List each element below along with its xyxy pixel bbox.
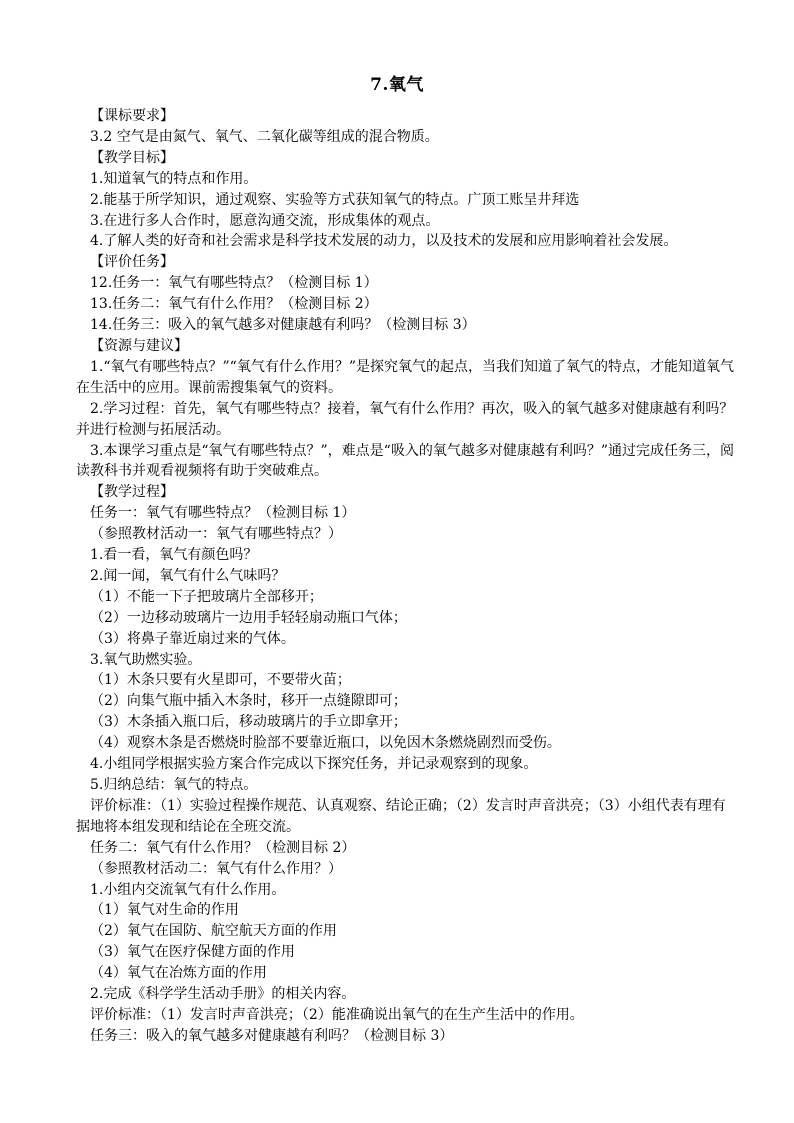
document-line: 任务一：氧气有哪些特点？（检测目标 1） — [90, 505, 356, 522]
document-line: 评价标准：（1）发言时声音洪亮；（2）能准确说出氧气的在生产生活中的作用。 — [90, 1006, 584, 1023]
document-line: 3.2 空气是由氮气、氧气、二氧化碳等组成的混合物质。 — [90, 128, 439, 145]
document-line: 14.任务三：吸入的氧气越多对健康越有利吗？（检测目标 3） — [90, 317, 476, 334]
document-line: （3）氧气在医疗保健方面的作用 — [90, 944, 295, 961]
document-line: （3）木条插入瓶口后，移动玻璃片的手立即拿开； — [90, 714, 407, 731]
document-line: 1.“氧气有哪些特点？”“氧气有什么作用？”是探究氧气的起点，当我们知道了氧气的特点，才能知道氧气在生活中的应用。课前需搜集氧气的资料。 — [76, 358, 734, 396]
document-line: 任务三：吸入的氧气越多对健康越有利吗？（检测目标 3） — [90, 1027, 454, 1044]
document-line: 3.本课学习重点是“氧气有哪些特点？”，难点是“吸入的氧气越多对健康越有利吗？”通过完成任务三，阅读教科书并观看视频将有助于突破难点。 — [76, 442, 734, 480]
document-line: （4）观察木条是否燃烧时脸部不要靠近瓶口，以免因木条燃烧剧烈而受伤。 — [90, 735, 561, 752]
document-line: 2.完成《科学学生活动手册》的相关内容。 — [90, 986, 356, 1003]
document-line: 2.能基于所学知识，通过观察、实验等方式获知氧气的特点。广顶工账呈井拜选 — [90, 191, 580, 208]
document-title: 7.氧气 — [370, 75, 424, 95]
document-line: 【资源与建议】 — [90, 337, 188, 354]
document-line: 4.了解人类的好奇和社会需求是科学技术发展的动力，以及技术的发展和应用影响着社会发展。 — [90, 233, 678, 250]
document-line: （1）木条只要有火星即可，不要带火苗； — [90, 672, 351, 689]
document-line: 12.任务一：氧气有哪些特点？（检测目标 1） — [90, 275, 378, 292]
document-line: 3.在进行多人合作时，愿意沟通交流，形成集体的观点。 — [90, 212, 440, 229]
document-line: 【评价任务】 — [90, 254, 174, 271]
document-line: （参照教材活动一：氧气有哪些特点？） — [90, 526, 342, 543]
document-line: 13.任务二：氧气有什么作用？（检测目标 2） — [90, 296, 378, 313]
document-body — [76, 106, 738, 1047]
document-line: 1.小组内交流氧气有什么作用。 — [90, 881, 286, 898]
document-line: （3）将鼻子靠近扇过来的气体。 — [90, 630, 295, 647]
document-line: 2.学习过程：首先，氧气有哪些特点？接着，氧气有什么作用？再次，吸入的氧气越多对健康越有利吗？并进行检测与拓展活动。 — [76, 400, 734, 438]
document-line: （2）向集气瓶中插入木条时，移开一点缝隙即可； — [90, 693, 407, 710]
document-line: 1.知道氧气的特点和作用。 — [90, 170, 258, 187]
document-line: （2）一边移动玻璃片一边用手轻轻扇动瓶口气体； — [90, 609, 407, 626]
document-line: 2.闻一闻，氧气有什么气味吗？ — [90, 567, 286, 584]
document-line: 5.归纳总结：氧气的特点。 — [90, 777, 258, 793]
document-line: （1）氧气对生命的作用 — [90, 902, 239, 919]
document-line: 【教学目标】 — [90, 149, 174, 166]
document-line: （4）氧气在冶炼方面的作用 — [90, 965, 267, 982]
document-line: 评价标准：（1）实验过程操作规范、认真观察、结论正确；（2）发言时声音洪亮；（3）小组代表有理有据地将本组发现和结论在全班交流。 — [76, 797, 726, 835]
document-line: 【教学过程】 — [90, 484, 174, 501]
document-line: 任务二：氧气有什么作用？（检测目标 2） — [90, 839, 356, 856]
document-line: （2）氧气在国防、航空航天方面的作用 — [90, 923, 337, 940]
document-line: （1）不能一下子把玻璃片全部移开； — [90, 588, 323, 605]
document-line: （参照教材活动二：氧气有什么作用？） — [90, 860, 342, 877]
document-line: 3.氧气助燃实验。 — [90, 651, 202, 668]
document-line: 4.小组同学根据实验方案合作完成以下探究任务，并记录观察到的现象。 — [90, 756, 538, 773]
document-line: 1.看一看，氧气有颜色吗？ — [90, 547, 258, 564]
document-line: 【课标要求】 — [90, 108, 174, 124]
